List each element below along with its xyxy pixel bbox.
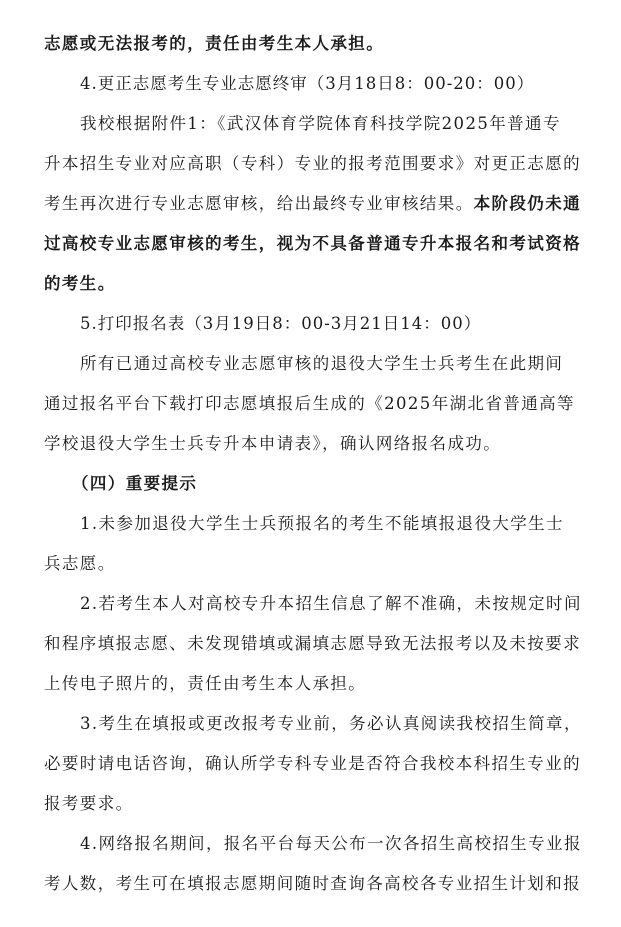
- tip-4-line-2: 考人数，考生可在填报志愿期间随时查询各高校各专业招生计划和报: [44, 874, 581, 893]
- tip-2-line-1: 2.若考生本人对高校专升本招生信息了解不准确，未按规定时间: [80, 594, 582, 613]
- tip-1-line-2: 兵志愿。: [44, 554, 116, 573]
- section-4-line-5: 的考生。: [44, 274, 116, 293]
- tip-1-line-1: 1.未参加退役大学生士兵预报名的考生不能填报退役大学生士: [80, 514, 564, 533]
- section-5-line-3: 学校退役大学生士兵专升本申请表》，确认网络报名成功。: [44, 434, 502, 453]
- section-5-heading: 5.打印报名表（3月19日8：00-3月21日14：00）: [80, 314, 482, 333]
- section-4-line-3-normal: 考生再次进行专业志愿审核，给出最终专业审核结果。: [44, 194, 474, 213]
- tip-4-line-1: 4.网络报名期间，报名平台每天公布一次各招生高校招生专业报: [80, 834, 582, 853]
- section-4-line-3-bold: 本阶段仍未通: [473, 194, 582, 213]
- section-4-line-3: [44, 184, 584, 224]
- section-4-line-2: 升本招生专业对应高职（专科）专业的报考范围要求》对更正志愿的: [44, 154, 581, 173]
- tip-2-line-2: 和程序填报志愿、未发现错填或漏填志愿导致无法报考以及未按要求: [44, 634, 581, 653]
- paragraph-tail: 志愿或无法报考的，责任由考生本人承担。: [44, 34, 385, 53]
- document-page: [44, 24, 584, 904]
- section-4-heading: 4.更正志愿考生专业志愿终审（3月18日8：00-20：00）: [80, 74, 535, 93]
- tip-3-line-1: 3.考生在填报或更改报考专业前，务必认真阅读我校招生简章，: [80, 714, 582, 733]
- tip-3-line-2: 必要时请电话咨询，确认所学专科专业是否符合我校本科招生专业的: [44, 754, 581, 773]
- tip-2-line-3: 上传电子照片的，责任由考生本人承担。: [44, 674, 367, 693]
- section-5-line-2: 通过报名平台下载打印志愿填报后生成的《2025年湖北省普通高等: [44, 394, 575, 413]
- section-5-line-1: 所有已通过高校专业志愿审核的退役大学生士兵考生在此期间: [80, 354, 564, 373]
- tip-3-line-3: 报考要求。: [44, 794, 134, 813]
- section-4-line-4: 过高校专业志愿审核的考生，视为不具备普通专升本报名和考试资格: [44, 234, 581, 253]
- part-4-heading: （四）重要提示: [72, 474, 198, 493]
- section-4-line-1: 我校根据附件1：《武汉体育学院体育科技学院2025年普通专: [80, 114, 561, 133]
